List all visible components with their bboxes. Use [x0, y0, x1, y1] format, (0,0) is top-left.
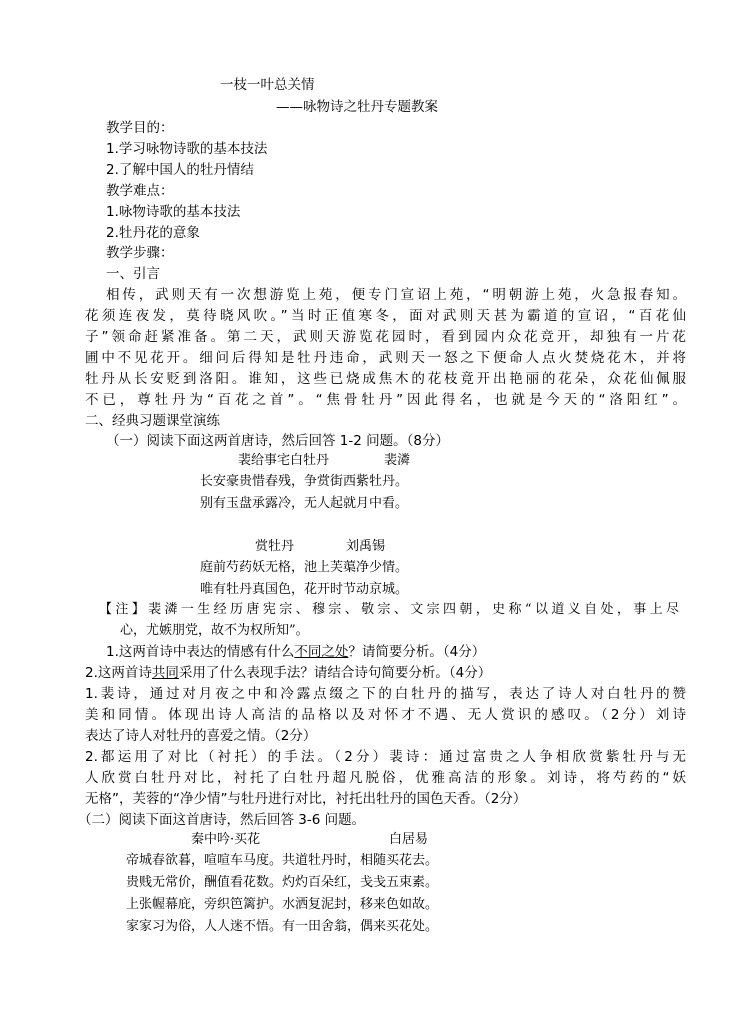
question-2	[85, 663, 491, 683]
objectives-heading: 教学目的：	[106, 120, 174, 136]
poem3-line: 贵贱无常价，酬值看花数。灼灼百朵红，戋戋五束素。	[126, 875, 439, 890]
intro-paragraph-line: 牡丹从长安贬到洛阳。谁知，这些已烧成焦木的花枝竟开出艳丽的花朵，众花仙佩服	[85, 371, 686, 387]
poem1-line: 别有玉盘承露冷，无人起就月中看。	[200, 496, 409, 511]
objective-item: 2.了解中国人的牡丹情结	[106, 162, 254, 178]
objective-item: 1.学习咏物诗歌的基本技法	[106, 141, 268, 157]
question-2-emphasis: 共同	[151, 665, 179, 681]
intro-paragraph-line: 圃中不见花开。细问后得知是牡丹违命，武则天一怒之下便命人点火焚烧花木，并将	[85, 350, 686, 366]
poem1-line: 长安豪贵惜春残，争赏街西紫牡丹。	[200, 474, 409, 489]
poem3-line: 帝城春欲暮，喧喧车马度。共道牡丹时，相随买花去。	[126, 853, 439, 868]
poem2-author: 刘禹锡	[346, 539, 386, 554]
steps-heading: 教学步骤：	[106, 245, 174, 261]
poem3-title: 秦中吟·买花	[191, 832, 261, 847]
intro-paragraph-line: 相传，武则天有一次想游览上苑，便专门宣诏上苑，“明朝游上苑，火急报春知。	[106, 287, 686, 303]
document-title: 一枝一叶总关情	[220, 77, 315, 93]
intro-heading: 一、引言	[106, 266, 160, 282]
question-2-text: 采用了什么表现手法？请结合诗句简要分析。（4分）	[178, 665, 492, 681]
question-2-text: 2.这两首诗	[85, 665, 152, 681]
question-1-text: 1.这两首诗中表达的情感有什么	[106, 644, 295, 660]
difficulty-item: 2.牡丹花的意象	[106, 225, 200, 241]
section2-heading: 二、经典习题课堂演练	[85, 413, 220, 429]
question-1-text: ？请简要分析。（4分）	[348, 644, 486, 660]
intro-paragraph-line: 子”领命赶紧准备。第二天，武则天游览花园时，看到园内众花竞开，却独有一片花	[85, 329, 686, 345]
part2-heading: （二）阅读下面这首唐诗，然后回答 3-6 问题。	[78, 812, 366, 828]
poem3-author: 白居易	[389, 832, 429, 847]
difficulties-heading: 教学难点：	[106, 183, 174, 199]
answer-1-line: 表达了诗人对牡丹的喜爱之情。（2分）	[85, 728, 317, 744]
poem3-line: 家家习为俗，人人迷不悟。有一田舍翁，偶来买花处。	[126, 919, 439, 934]
answer-2-line: 无格”，芙蓉的“净少情”与牡丹进行对比，衬托出牡丹的国色天香。（2分）	[85, 791, 527, 807]
poem3-line: 上张幄幕庇，旁织笆篱护。水洒复泥封，移来色如故。	[126, 897, 439, 912]
poem2-title: 赏牡丹	[255, 539, 295, 554]
answer-1-line: 1.裴诗，通过对月夜之中和冷露点缀之下的白牡丹的描写，表达了诗人对白牡丹的赞	[85, 686, 686, 702]
poem1-author: 裴潾	[384, 453, 411, 468]
note-line: 心，尤嫉朋党，故不为权所知”。	[120, 623, 309, 638]
question-1-emphasis: 不同之处	[294, 644, 349, 660]
intro-paragraph-line: 花须连夜发，莫待晓风吹。”当时正值寒冬，面对武则天甚为霸道的宣诏，“百花仙	[85, 308, 686, 324]
intro-paragraph-line: 不已，尊牡丹为“百花之首”。“焦骨牡丹”因此得名，也就是今天的“洛阳红”。	[85, 392, 686, 408]
poem1-title: 裴给事宅白牡丹	[238, 453, 330, 468]
answer-2-line: 2.都运用了对比（衬托）的手法。（2分）裴诗：通过富贵之人争相欣赏紫牡丹与无	[85, 749, 686, 765]
answer-2-line: 人欣赏白牡丹对比，衬托了白牡丹超凡脱俗，优雅高洁的形象。刘诗，将芍药的“妖	[85, 770, 686, 786]
answer-1-line: 美和同情。体现出诗人高洁的品格以及对怀才不遇、无人赏识的感叹。（2分）刘诗	[85, 707, 686, 723]
part1-heading: （一）阅读下面这两首唐诗，然后回答 1-2 问题。（8分）	[106, 433, 449, 449]
note-line: 【注】裴潾一生经历唐宪宗、穆宗、敬宗、文宗四朝，史称“以道义自处，事上尽	[99, 602, 679, 617]
difficulty-item: 1.咏物诗歌的基本技法	[106, 204, 241, 220]
poem2-line: 庭前芍药妖无格，池上芙蕖净少情。	[200, 560, 409, 575]
question-1	[106, 642, 485, 662]
poem2-line: 唯有牡丹真国色，花开时节动京城。	[200, 582, 409, 597]
document-subtitle: ——咏物诗之牡丹专题教案	[276, 99, 438, 115]
